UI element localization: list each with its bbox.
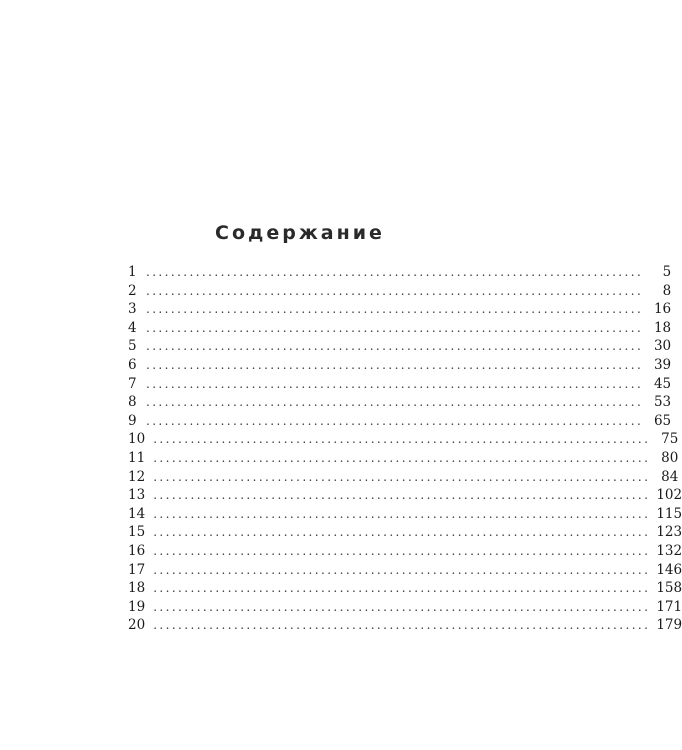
- toc-entry[interactable]: [128, 616, 682, 635]
- chapter-number: 7: [128, 375, 137, 392]
- chapter-number: 9: [128, 412, 137, 429]
- page-title: Содержание: [215, 222, 385, 244]
- dot-leader: ................................................................................: [146, 302, 644, 317]
- dot-leader: ................................................................................: [146, 265, 644, 279]
- toc-entry[interactable]: [128, 468, 679, 487]
- chapter-number: 8: [128, 394, 137, 411]
- chapter-number: 13: [128, 487, 146, 504]
- dot-leader: ................................................................................: [153, 450, 651, 465]
- chapter-number: 2: [128, 282, 137, 299]
- page-number: 102: [656, 487, 682, 504]
- toc-entry[interactable]: [128, 393, 672, 412]
- page-number: 30: [653, 338, 672, 355]
- dot-leader: ................................................................................: [153, 469, 651, 484]
- toc-entry[interactable]: [128, 505, 682, 524]
- chapter-number: 1: [128, 264, 137, 280]
- toc-entry[interactable]: [128, 598, 682, 617]
- dot-leader: ................................................................................: [146, 395, 644, 410]
- toc-entry[interactable]: [128, 356, 672, 375]
- toc-entry[interactable]: [128, 486, 682, 505]
- chapter-number: 5: [128, 338, 137, 355]
- chapter-number: 16: [128, 542, 146, 559]
- chapter-number: 3: [128, 301, 137, 318]
- page-number: 18: [653, 319, 672, 336]
- dot-leader: ................................................................................: [153, 488, 651, 503]
- page-number: 45: [653, 375, 672, 392]
- toc-entry[interactable]: [128, 449, 679, 468]
- dot-leader: ................................................................................: [146, 357, 644, 372]
- dot-leader: ................................................................................: [146, 413, 644, 428]
- chapter-number: 14: [128, 505, 146, 522]
- page-number: 158: [656, 580, 682, 597]
- dot-leader: ................................................................................: [153, 581, 651, 596]
- toc-entry[interactable]: [128, 579, 682, 598]
- dot-leader: ................................................................................: [153, 432, 651, 447]
- table-of-contents: [128, 263, 682, 635]
- dot-leader: ................................................................................: [146, 320, 644, 335]
- toc-entry[interactable]: [128, 375, 672, 394]
- dot-leader: ................................................................................: [146, 339, 644, 354]
- page-number: 179: [656, 617, 682, 634]
- chapter-number: 20: [128, 617, 146, 634]
- toc-entry[interactable]: [128, 263, 672, 282]
- page-number: 84: [661, 468, 679, 485]
- dot-leader: ................................................................................: [153, 506, 651, 521]
- page-number: 146: [656, 561, 682, 578]
- page-number: 5: [662, 264, 672, 280]
- dot-leader: ................................................................................: [153, 599, 651, 614]
- toc-entry[interactable]: [128, 300, 672, 319]
- page-number: 171: [656, 598, 682, 615]
- chapter-number: 4: [128, 319, 137, 336]
- toc-entry[interactable]: [128, 542, 682, 561]
- dot-leader: ................................................................................: [153, 543, 651, 558]
- page-number: 80: [661, 449, 679, 466]
- chapter-number: 11: [128, 449, 146, 466]
- dot-leader: ................................................................................: [153, 562, 651, 577]
- page-number: 65: [653, 412, 672, 429]
- page-number: 8: [662, 282, 672, 299]
- toc-entry[interactable]: [128, 319, 672, 338]
- chapter-number: 15: [128, 524, 146, 541]
- dot-leader: ................................................................................: [146, 376, 644, 391]
- toc-entry[interactable]: [128, 412, 672, 431]
- chapter-number: 19: [128, 598, 146, 615]
- dot-leader: ................................................................................: [153, 618, 651, 633]
- page-number: 132: [656, 542, 682, 559]
- dot-leader: ................................................................................: [146, 283, 644, 298]
- page-number: 39: [653, 356, 672, 373]
- page-number: 53: [653, 394, 672, 411]
- page-number: 16: [653, 301, 672, 318]
- toc-entry[interactable]: [128, 523, 682, 542]
- chapter-number: 6: [128, 356, 137, 373]
- page-number: 115: [656, 505, 682, 522]
- toc-entry[interactable]: [128, 282, 672, 301]
- page-number: 75: [661, 431, 679, 448]
- toc-entry[interactable]: [128, 561, 682, 580]
- chapter-number: 10: [128, 431, 146, 448]
- chapter-number: 12: [128, 468, 146, 485]
- page-number: 123: [656, 524, 682, 541]
- chapter-number: 18: [128, 580, 146, 597]
- chapter-number: 17: [128, 561, 146, 578]
- toc-entry[interactable]: [128, 337, 672, 356]
- toc-entry[interactable]: [128, 430, 679, 449]
- dot-leader: ................................................................................: [153, 525, 651, 540]
